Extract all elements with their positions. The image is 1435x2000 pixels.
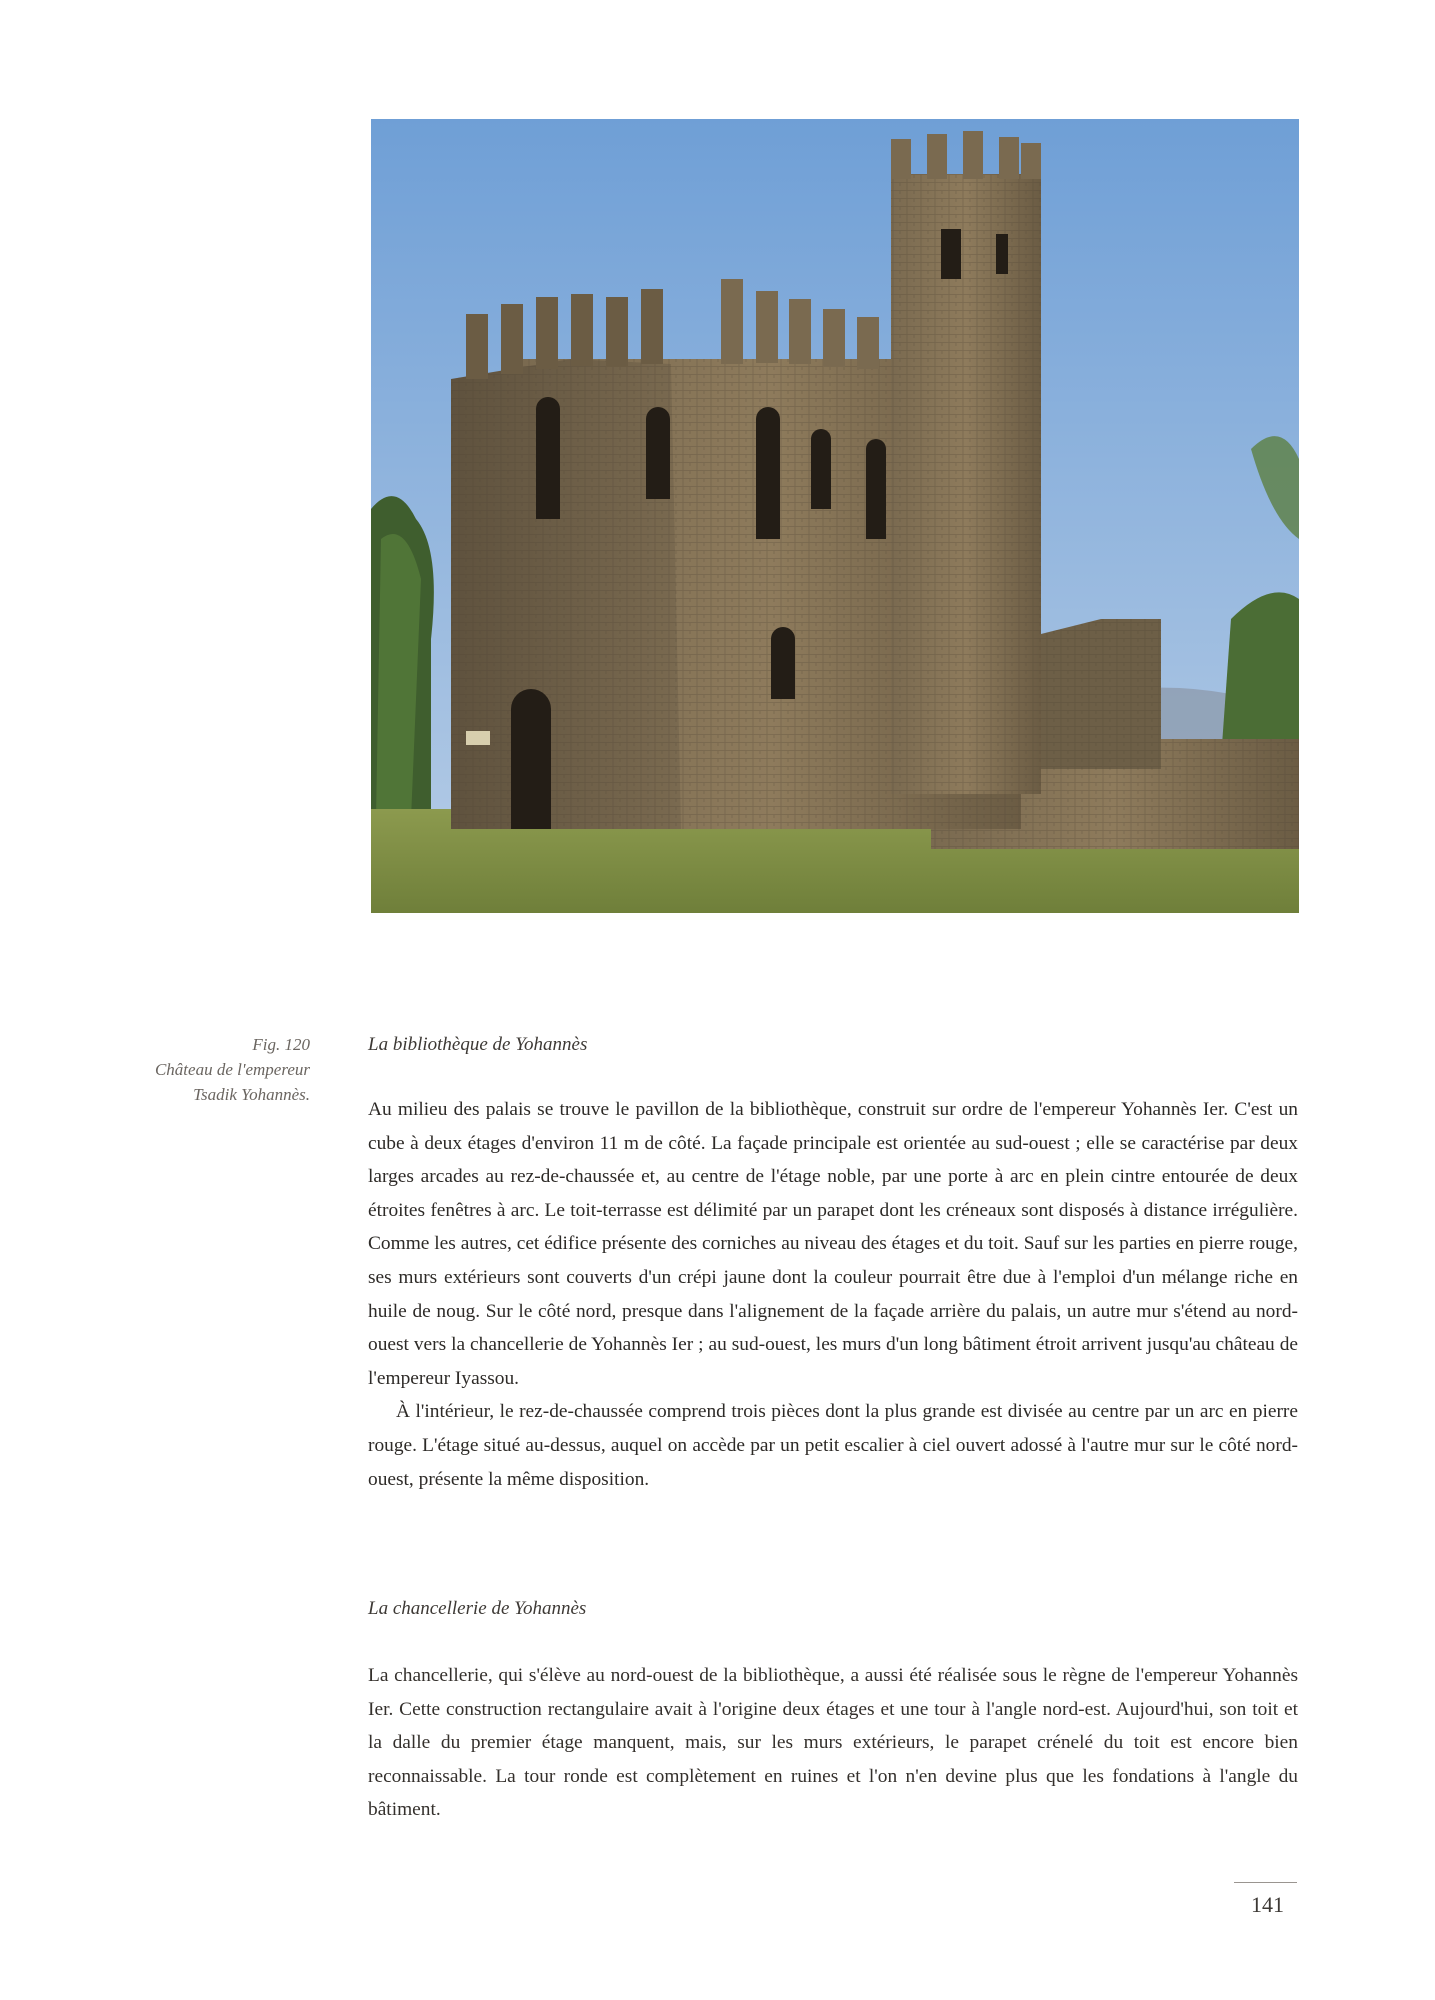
folio-rule xyxy=(1234,1882,1297,1883)
paragraph: À l'intérieur, le rez-de-chaussée comprend trois pièces dont la plus grande est divisée au centre par un arc en pierre rouge. L'étage situé au-dessus, auquel on accède par un petit escalier à ciel ouvert adossé à l'autre mur sur le côté nord-ouest, présente la même disposition. xyxy=(368,1401,1298,1490)
section-heading: La bibliothèque de Yohannès xyxy=(368,1034,588,1055)
section-body xyxy=(368,1659,1298,1827)
page-number: 141 xyxy=(1251,1892,1284,1917)
section-heading: La chancellerie de Yohannès xyxy=(368,1598,587,1619)
paragraph: Au milieu des palais se trouve le pavillon de la bibliothèque, construit sur ordre de l'empereur Yohannès Ier. C'est un cube à deux étages d'environ 11 m de côté. La façade principale est orientée au sud-ouest ; elle se caractérise par deux larges arcades au rez-de-chaussée et, au centre de l'étage noble, par une porte à arc en plein cintre entourée de deux étroites fenêtres à arc. Le toit-terrasse est délimité par un parapet dont les créneaux sont disposés à distance irrégulière. Comme les autres, cet édifice présente des corniches au niveau des étages et du toit. Sauf sur les parties en pierre rouge, ses murs extérieurs sont couverts d'un crépi jaune dont la couleur pourrait être due à l'emploi d'un mélange riche en huile de noug. Sur le côté nord, presque dans l'alignement de la façade arrière du palais, un autre mur s'étend au nord-ouest vers la chancellerie de Yohannès Ier ; au sud-ouest, les murs d'un long bâtiment étroit arrivent jusqu'au château de l'empereur Iyassou. xyxy=(368,1099,1298,1389)
figure-caption-line: Château de l'empereur xyxy=(154,1060,310,1079)
figure-caption-line: Tsadik Yohannès. xyxy=(193,1085,310,1104)
paragraph: La chancellerie, qui s'élève au nord-ouest de la bibliothèque, a aussi été réalisée sous le règne de l'empereur Yohannès Ier. Cette construction rectangulaire avait à l'origine deux étages et une tour à l'angle nord-est. Aujourd'hui, son toit et la dalle du premier étage manquent, mais, sur les murs extérieurs, le parapet crénelé du toit est encore bien reconnaissable. La tour ronde est complètement en ruines et l'on n'en devine plus que les fondations à l'angle du bâtiment. xyxy=(368,1665,1298,1821)
figure-caption xyxy=(110,1032,310,1107)
figure-number: Fig. 120 xyxy=(252,1035,310,1054)
castle-photograph xyxy=(371,119,1299,913)
castle-illustration xyxy=(371,119,1299,913)
section-body xyxy=(368,1093,1298,1496)
